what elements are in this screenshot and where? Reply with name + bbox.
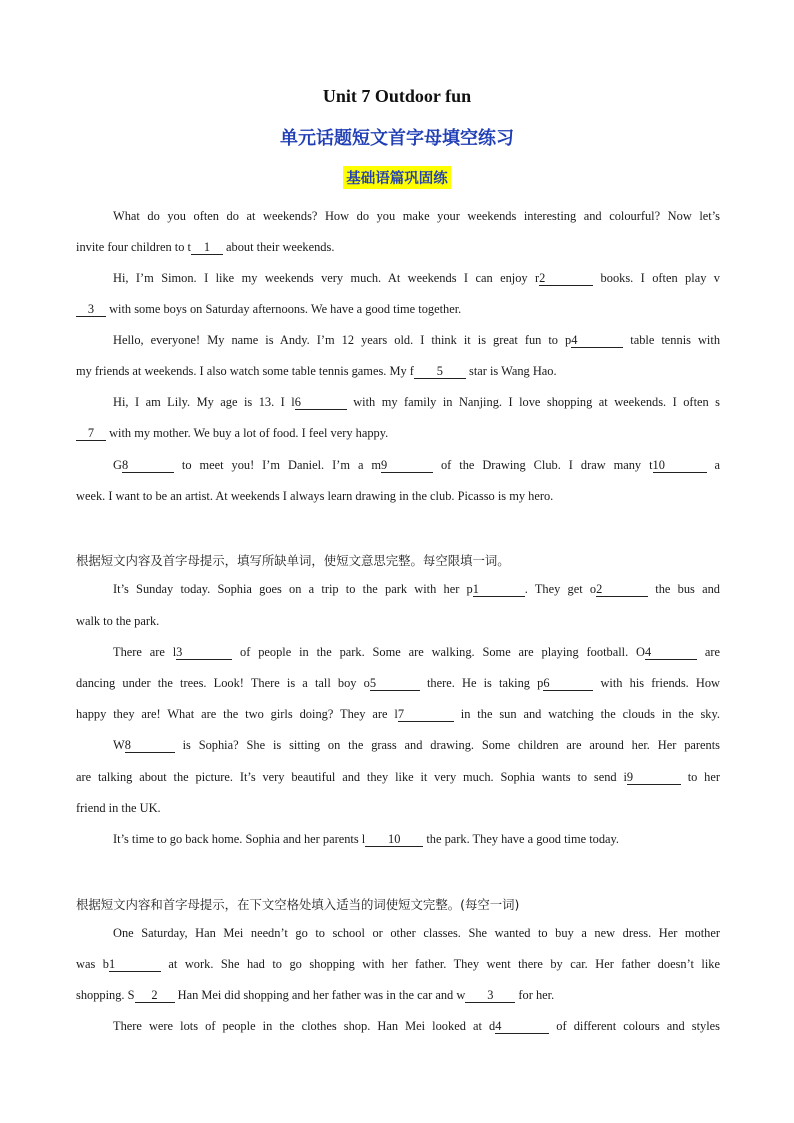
blank-7: 7 (398, 708, 454, 722)
p1-line-6: my friends at weekends. I also watch some table tennis games. My f 5 star is Wang Hao. (76, 364, 557, 378)
p1-line-7: Hi, I am Lily. My age is 13. I l6 with my family in Nanjing. I love shopping at weekends. I often s (113, 395, 720, 409)
blank-1: 1 (473, 583, 525, 597)
blank-1: 1 (109, 958, 161, 972)
blank-4: 4 (571, 334, 623, 348)
p1-line-5: Hello, everyone! My name is Andy. I’m 12 years old. I think it is great fun to p4 table tennis with (113, 333, 720, 347)
p1-line-9: G8 to meet you! I’m Daniel. I’m a m9 of the Drawing Club. I draw many t10 a (113, 458, 720, 472)
p2-line-2: walk to the park. (76, 614, 160, 628)
p3-line-2: was b1 at work. She had to go shopping with her father. They went there by car. Her father doesn’t like (76, 957, 720, 971)
blank-3: 3 (176, 646, 232, 660)
p3-line-4: There were lots of people in the clothes shop. Han Mei looked at d4 of different colours and styles (113, 1019, 720, 1033)
blank-8: 8 (122, 459, 174, 473)
p3-line-3: shopping. S 2 Han Mei did shopping and her father was in the car and w 3 for her. (76, 988, 555, 1002)
p2-instruction: 根据短文内容及首字母提示，填写所缺单词，使短文意思完整。每空限填一词。 (76, 553, 510, 568)
p1-line-2: invite four children to t 1 about their weekends. (76, 240, 335, 254)
p1-line-1: What do you often do at weekends? How do you make your weekends interesting and colourful? Now let’s (113, 209, 720, 223)
p2-line-8: friend in the UK. (76, 801, 161, 815)
blank-5: 5 (370, 677, 420, 691)
p2-line-9: It’s time to go back home. Sophia and her parents l 10 the park. They have a good time today. (113, 832, 620, 846)
blank-3: 3 (76, 303, 106, 317)
p1-line-8: 7 with my mother. We buy a lot of food. I feel very happy. (76, 426, 720, 441)
blank-6: 6 (543, 677, 593, 691)
page-subtitle: 单元话题短文首字母填空练习 (280, 128, 514, 149)
blank-7: 7 (76, 427, 106, 441)
blank-4: 4 (645, 646, 697, 660)
blank-1: 1 (191, 241, 223, 255)
p2-line-6: W8 is Sophia? She is sitting on the grass and drawing. Some children are around her. Her parents (113, 738, 720, 752)
blank-10: 10 (365, 833, 423, 847)
section-label: 基础语篇巩固练 (343, 166, 451, 189)
p2-line-3: There are l3 of people in the park. Some are walking. Some are playing football. O4 are (113, 645, 720, 659)
blank-2: 2 (135, 989, 175, 1003)
blank-2: 2 (539, 272, 593, 286)
p2-line-5: happy they are! What are the two girls doing? They are l7 in the sun and watching the clouds in the sky. (76, 707, 720, 721)
p1-line-4: 3 with some boys on Saturday afternoons. We have a good time together. (76, 302, 720, 317)
blank-5: 5 (414, 365, 466, 379)
p1-line-3: Hi, I’m Simon. I like my weekends very much. At weekends I can enjoy r2 books. I often play v (113, 271, 720, 285)
blank-3: 3 (465, 989, 515, 1003)
blank-9: 9 (627, 771, 681, 785)
p1-line-10: week. I want to be an artist. At weekends I always learn drawing in the club. Picasso is my hero. (76, 489, 554, 503)
blank-8: 8 (125, 739, 175, 753)
p2-line-7: are talking about the picture. It’s very beautiful and they like it very much. Sophia wants to send i9 to her (76, 770, 720, 784)
section-heading (0, 166, 794, 189)
blank-9: 9 (381, 459, 433, 473)
blank-10: 10 (653, 459, 707, 473)
blank-2: 2 (596, 583, 648, 597)
blank-4: 4 (495, 1020, 549, 1034)
p3-instruction: 根据短文内容和首字母提示，在下文空格处填入适当的词使短文完整。(每空一词) (76, 897, 520, 912)
p3-line-1: One Saturday, Han Mei needn’t go to school or other classes. She wanted to buy a new dress. Her mother (113, 926, 720, 940)
page-title: Unit 7 Outdoor fun (322, 86, 472, 106)
p2-line-1: It’s Sunday today. Sophia goes on a trip to the park with her p1 . They get o2 the bus and (113, 582, 720, 596)
p2-line-4: dancing under the trees. Look! There is a tall boy o5 there. He is taking p6 with his friends. How (76, 676, 720, 690)
blank-6: 6 (295, 396, 347, 410)
